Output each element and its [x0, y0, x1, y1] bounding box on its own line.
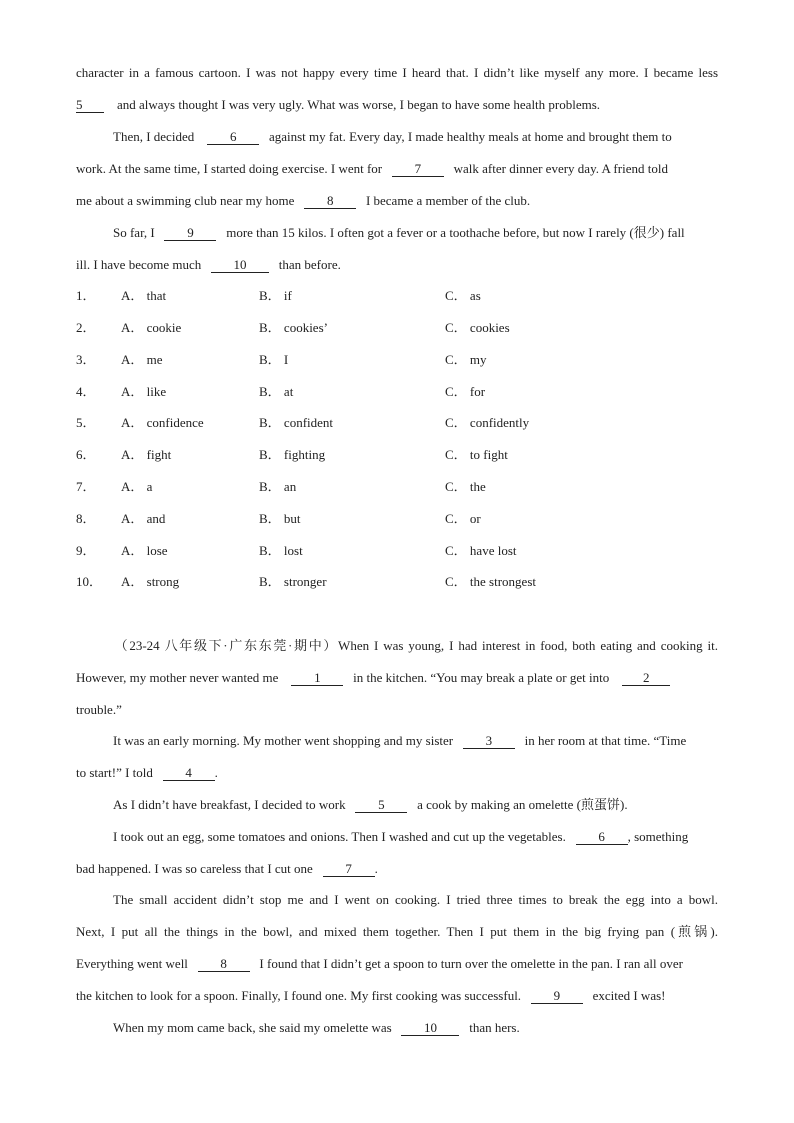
question-number: 2．: [76, 320, 96, 335]
option-c[interactable]: C． as: [445, 288, 481, 303]
option-c[interactable]: C． cookies: [445, 320, 510, 335]
text: to start!” I told: [76, 765, 153, 780]
answer-blank[interactable]: 8: [304, 193, 356, 209]
option-row: [76, 383, 718, 401]
text: However, my mother never wanted me: [76, 670, 279, 685]
option-row: [76, 319, 718, 337]
passage1-line: [76, 64, 718, 82]
option-b[interactable]: B． stronger: [259, 574, 327, 589]
option-b[interactable]: B． but: [259, 511, 301, 526]
question-number: 3．: [76, 352, 96, 367]
option-b[interactable]: B． an: [259, 479, 297, 494]
text: work. At the same time, I started doing exercise. I went for: [76, 161, 383, 176]
option-row: [76, 542, 718, 560]
option-row: [76, 414, 718, 432]
text: character in a famous cartoon. I was not happy every time I heard that. I didn’t like myself any more. I became less: [76, 65, 718, 80]
passage2-line: [76, 955, 718, 973]
answer-blank[interactable]: 10: [211, 257, 269, 273]
text: and always thought I was very ugly. What was worse, I began to have some health problems.: [117, 97, 601, 112]
text: me about a swimming club near my home: [76, 193, 295, 208]
option-c[interactable]: C． or: [445, 511, 481, 526]
passage1-line: [76, 128, 718, 146]
text: So far, I: [113, 225, 155, 240]
option-row: [76, 287, 718, 305]
passage2-line: [76, 828, 718, 846]
question-number: 8．: [76, 511, 96, 526]
text: I became a member of the club.: [365, 193, 531, 208]
text: walk after dinner every day. A friend told: [453, 161, 668, 176]
question-number: 9．: [76, 543, 96, 558]
option-c[interactable]: C． confidently: [445, 415, 530, 430]
passage2-line: [76, 1019, 718, 1037]
passage2-line: [76, 637, 718, 655]
text: It was an early morning. My mother went shopping and my sister: [113, 733, 454, 748]
text: against my fat. Every day, I made healthy meals at home and brought them to: [268, 129, 672, 144]
passage2-line: [76, 796, 718, 814]
passage2-line: [76, 860, 718, 878]
option-c[interactable]: C． the: [445, 479, 486, 494]
option-b[interactable]: B． I: [259, 352, 289, 367]
text: Then, I decided: [113, 129, 195, 144]
text: the kitchen to look for a spoon. Finally, I found one. My first cooking was successful.: [76, 988, 522, 1003]
text: bad happened. I was so careless that I cut one: [76, 861, 313, 876]
passage2-line: [76, 891, 718, 909]
option-b[interactable]: B． confident: [259, 415, 334, 430]
option-c[interactable]: C． the strongest: [445, 574, 536, 589]
option-a[interactable]: A． confidence: [121, 415, 204, 430]
text: I took out an egg, some tomatoes and onions. Then I washed and cut up the vegetables.: [113, 829, 566, 844]
option-a[interactable]: A． fight: [121, 447, 172, 462]
text: excited I was!: [592, 988, 666, 1003]
text: than before.: [278, 257, 341, 272]
option-a[interactable]: A． that: [121, 288, 167, 303]
passage1-line: [76, 192, 718, 210]
option-b[interactable]: B． if: [259, 288, 292, 303]
option-a[interactable]: A． cookie: [121, 320, 182, 335]
text: As I didn’t have breakfast, I decided to work: [113, 797, 346, 812]
text: in her room at that time. “Time: [524, 733, 687, 748]
text: , something: [627, 829, 689, 844]
option-a[interactable]: A． like: [121, 384, 167, 399]
passage1-line: [76, 96, 718, 114]
text: I found that I didn’t get a spoon to turn over the omelette in the pan. I ran all over: [259, 956, 684, 971]
option-a[interactable]: A． a: [121, 479, 153, 494]
text: .: [214, 765, 218, 780]
text: .: [374, 861, 378, 876]
text: ill. I have become much: [76, 257, 202, 272]
question-number: 1．: [76, 288, 96, 303]
option-row: [76, 510, 718, 528]
answer-blank[interactable]: 7: [323, 861, 375, 877]
option-a[interactable]: A． lose: [121, 543, 168, 558]
text: When my mom came back, she said my omelette was: [113, 1020, 392, 1035]
text: The small accident didn’t stop me and I went on cooking. I tried three times to break the egg into a bowl.: [113, 892, 718, 907]
answer-blank[interactable]: 4: [163, 765, 215, 781]
option-row: [76, 573, 718, 591]
text: Next, I put all the things in the bowl, and mixed them together. Then I put them in the big frying pan (煎锅).: [76, 924, 718, 939]
passage2-line: [76, 987, 718, 1005]
text: than hers.: [469, 1020, 520, 1035]
question-number: 4．: [76, 384, 96, 399]
passage1-line: [76, 224, 718, 242]
answer-blank[interactable]: 6: [576, 829, 628, 845]
answer-blank[interactable]: 5: [76, 97, 104, 113]
question-number: 5．: [76, 415, 96, 430]
option-b[interactable]: B． cookies’: [259, 320, 328, 335]
passage1-line: [76, 160, 718, 178]
option-row: [76, 351, 718, 369]
question-number: 6．: [76, 447, 96, 462]
text: a cook by making an omelette (煎蛋饼).: [417, 797, 628, 812]
option-b[interactable]: B． at: [259, 384, 294, 399]
option-c[interactable]: C． for: [445, 384, 486, 399]
answer-blank[interactable]: 6: [207, 129, 259, 145]
answer-blank[interactable]: 1: [291, 670, 343, 686]
answer-blank[interactable]: 3: [463, 733, 515, 749]
option-b[interactable]: B． lost: [259, 543, 303, 558]
answer-blank[interactable]: 5: [355, 797, 407, 813]
passage2-line: [76, 923, 718, 941]
passage2-line: [76, 732, 718, 750]
option-a[interactable]: A． strong: [121, 574, 180, 589]
answer-blank[interactable]: 9: [164, 225, 216, 241]
option-a[interactable]: A． and: [121, 511, 166, 526]
option-b[interactable]: B． fighting: [259, 447, 326, 462]
question-number: 10．: [76, 574, 103, 589]
text: trouble.”: [76, 702, 122, 717]
text: （23-24 八年级下·广东东莞·期中）When I was young, I had interest in food, both eating and cooking it.: [113, 638, 718, 653]
passage1-line: [76, 256, 718, 274]
answer-blank[interactable]: 8: [198, 956, 250, 972]
option-row: [76, 446, 718, 464]
passage2-line: [76, 701, 718, 719]
question-number: 7．: [76, 479, 96, 494]
passage2-line: [76, 669, 718, 687]
option-row: [76, 478, 718, 496]
answer-blank[interactable]: 2: [622, 670, 670, 686]
option-a[interactable]: A． me: [121, 352, 163, 367]
passage2-line: [76, 764, 718, 782]
text: in the kitchen. “You may break a plate or get into: [353, 670, 610, 685]
answer-blank[interactable]: 10: [401, 1020, 459, 1036]
answer-blank[interactable]: 7: [392, 161, 444, 177]
option-c[interactable]: C． have lost: [445, 543, 517, 558]
option-c[interactable]: C． my: [445, 352, 487, 367]
answer-blank[interactable]: 9: [531, 988, 583, 1004]
option-c[interactable]: C． to fight: [445, 447, 508, 462]
text: more than 15 kilos. I often got a fever or a toothache before, but now I rarely (很少) fall: [226, 225, 685, 240]
text: Everything went well: [76, 956, 188, 971]
